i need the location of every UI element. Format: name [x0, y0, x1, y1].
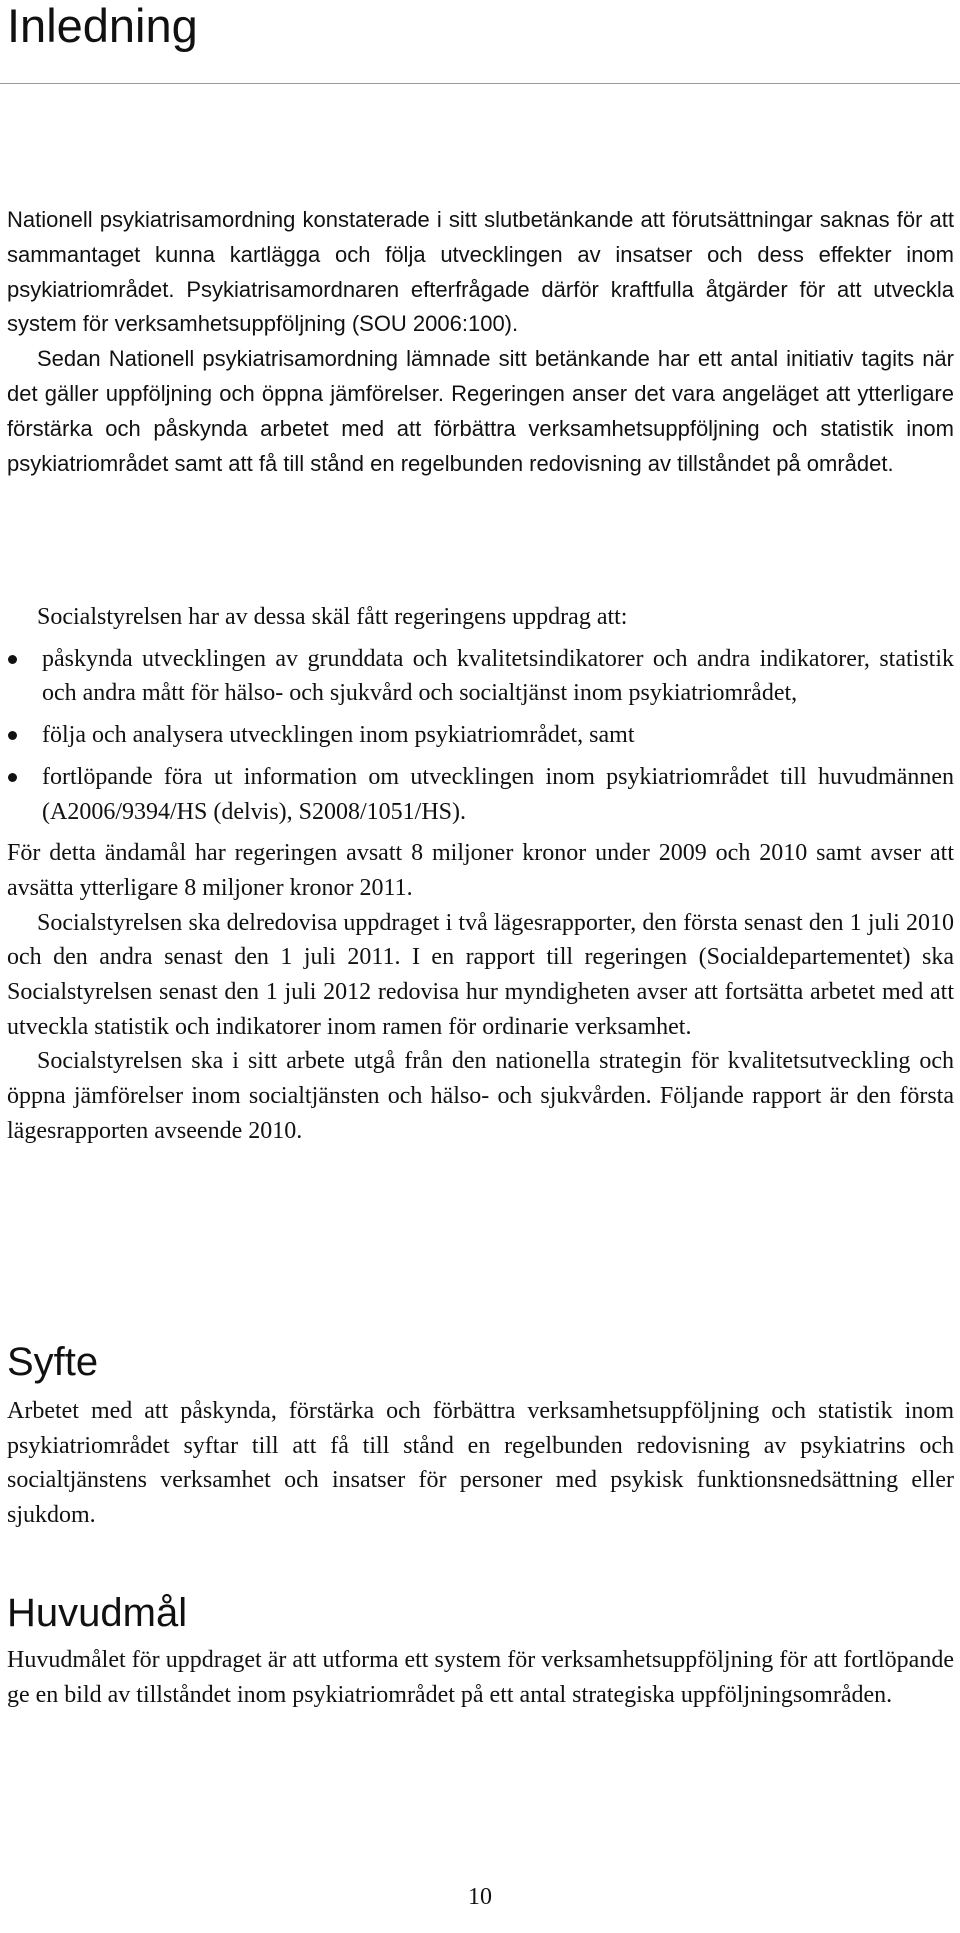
page-number: 10	[468, 1884, 492, 1910]
intro-paragraph-2	[7, 342, 954, 481]
bullet-icon	[8, 773, 17, 782]
bullet-icon	[8, 731, 17, 740]
intro-paragraph-2b: Regeringen anser det vara angeläget att ytterligare förstärka och påskynda arbetet med att förbättra verksamhetsuppföljning och statistik inom psykiatriområdet samt att få till stånd en regelbunden redovisning av tillståndet på området.	[7, 380, 954, 476]
list-item-text: fortlöpande föra ut information om utvecklingen inom psykiatriområdet till huvudmännen (A2006/9394/HS (delvis), S2008/1051/HS).	[42, 763, 954, 825]
heading-syfte: Syfte	[7, 1340, 99, 1384]
heading-inledning: Inledning	[7, 0, 198, 52]
intro-paragraph-4: För detta ändamål har regeringen avsatt 8 miljoner kronor under 2009 och 2010 samt avser att avsätta ytterligare 8 miljoner kronor 2011.	[7, 840, 954, 901]
intro-paragraph-1-block	[7, 203, 954, 481]
syfte-paragraph: Arbetet med att påskynda, förstärka och förbättra verksamhetsuppföljning och statistik inom psykiatriområdet syftar till att få till stånd en regelbunden redovisning av psykiatrins och socialtjänstens verksamhet och insatser för personer med psykisk funktionsnedsättning eller sjukdom.	[7, 1398, 954, 1529]
intro-paragraph-5: Socialstyrelsen ska delredovisa uppdraget i två lägesrapporter, den första senast den 1 juli 2010 och den andra senast den 1 juli 2011. I en rapport till regeringen (Socialdepartementet) ska Socialstyrelsen senast den 1 juli 2012 redovisa hur myndigheten avser att fortsätta arbetet med att utveckla statistik och indikatorer inom ramen för ordinarie verksamhet.	[7, 909, 954, 1040]
intro-remaining-block	[7, 600, 954, 1149]
intro-paragraph-3: Socialstyrelsen har av dessa skäl fått regeringens uppdrag att:	[37, 604, 628, 630]
intro-paragraph-6: Socialstyrelsen ska i sitt arbete utgå från den nationella strategin för kvalitetsutveckling och öppna jämförelser inom socialtjänsten och hälso- och sjukvården. Följande rapport är den första lägesrapporten avseende 2010.	[7, 1048, 954, 1144]
intro-paragraph-2a: Sedan Nationell psykiatrisamordning lämnade sitt betänkande har ett antal initiativ tagits när det gäller uppföljning och öppna jämförelser.	[7, 346, 954, 406]
list-item-text: påskynda utvecklingen av grunddata och kvalitetsindikatorer och andra indikatorer, statistik och andra mått för hälso- och sjukvård och socialtjänst inom psykiatriområdet,	[42, 645, 954, 707]
intro-paragraph-1: Nationell psykiatrisamordning konstaterade i sitt slutbetänkande att förutsättningar saknas för att sammantaget kunna kartlägga och följa utvecklingen av insatser och dess effekter inom psykiatriområdet. Psykiatrisamordnaren efterfrågade därför kraftfulla åtgärder för att utveckla system för verksamhetsuppföljning (SOU 2006:100).	[7, 207, 954, 337]
assignment-list	[7, 642, 954, 830]
bullet-icon	[8, 655, 17, 664]
heading-rule	[0, 83, 960, 84]
huvudmal-block	[7, 1643, 954, 1712]
list-item-text: följa och analysera utvecklingen inom psykiatriområdet, samt	[42, 722, 635, 749]
huvudmal-paragraph: Huvudmålet för uppdraget är att utforma ett system för verksamhetsuppföljning för att fortlöpande ge en bild av tillståndet inom psykiatriområdet på ett antal strategiska uppföljningsområden.	[7, 1647, 954, 1708]
heading-huvudmal: Huvudmål	[7, 1591, 188, 1635]
list-item	[7, 760, 954, 829]
list-item	[7, 718, 954, 753]
syfte-block	[7, 1394, 954, 1533]
list-item	[7, 642, 954, 711]
